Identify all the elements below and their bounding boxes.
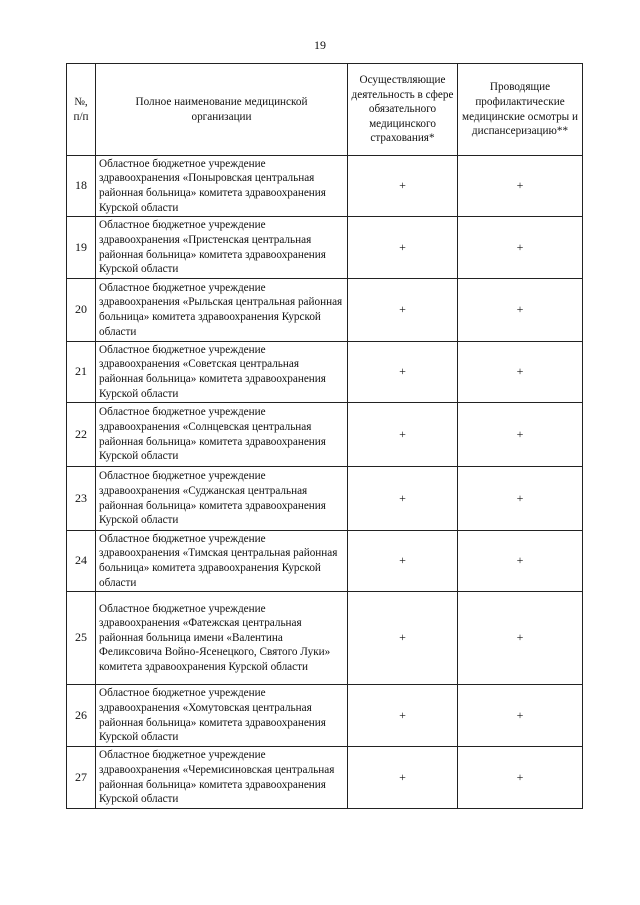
row-number: 18 [67, 156, 96, 217]
table-row [67, 747, 583, 809]
row-number: 23 [67, 467, 96, 531]
row-number: 21 [67, 342, 96, 403]
row-number: 26 [67, 685, 96, 747]
prophylactic-mark: + [458, 279, 583, 342]
prophylactic-mark: + [458, 592, 583, 685]
header-oms-activity: Осуществляющие деятельность в сфере обязательного медицинского страхования* [348, 64, 458, 156]
prophylactic-mark: + [458, 217, 583, 279]
header-organization-name: Полное наименование медицинской организации [96, 64, 348, 156]
header-prophylactic-exams: Проводящие профилактические медицинские осмотры и диспансеризацию** [458, 64, 583, 156]
organization-name: Областное бюджетное учреждение здравоохранения «Хомутовская центральная районная больница» комитета здравоохранения Курской области [96, 685, 348, 747]
table-row [67, 592, 583, 685]
prophylactic-mark: + [458, 747, 583, 809]
oms-mark: + [348, 747, 458, 809]
table-row [67, 156, 583, 217]
page-number: 19 [314, 38, 326, 52]
organization-name: Областное бюджетное учреждение здравоохранения «Тимская центральная районная больница» комитета здравоохранения Курской области [96, 531, 348, 592]
oms-mark: + [348, 403, 458, 467]
oms-mark: + [348, 685, 458, 747]
table-row [67, 685, 583, 747]
table-row [67, 467, 583, 531]
table-row [67, 279, 583, 342]
oms-mark: + [348, 592, 458, 685]
table-row [67, 217, 583, 279]
row-number: 25 [67, 592, 96, 685]
oms-mark: + [348, 342, 458, 403]
organization-name: Областное бюджетное учреждение здравоохранения «Советская центральная районная больница» комитета здравоохранения Курской области [96, 342, 348, 403]
organization-name: Областное бюджетное учреждение здравоохранения «Суджанская центральная районная больница» комитета здравоохранения Курской области [96, 467, 348, 531]
organization-name: Областное бюджетное учреждение здравоохранения «Рыльская центральная районная больница» комитета здравоохранения Курской области [96, 279, 348, 342]
row-number: 27 [67, 747, 96, 809]
organization-name: Областное бюджетное учреждение здравоохранения «Солнцевская центральная районная больница» комитета здравоохранения Курской области [96, 403, 348, 467]
prophylactic-mark: + [458, 685, 583, 747]
header-number: №, п/п [67, 64, 96, 156]
organization-name: Областное бюджетное учреждение здравоохранения «Поныровская центральная районная больница» комитета здравоохранения Курской области [96, 156, 348, 217]
oms-mark: + [348, 531, 458, 592]
row-number: 24 [67, 531, 96, 592]
row-number: 22 [67, 403, 96, 467]
prophylactic-mark: + [458, 467, 583, 531]
table-row [67, 531, 583, 592]
prophylactic-mark: + [458, 403, 583, 467]
organization-name: Областное бюджетное учреждение здравоохранения «Пристенская центральная районная больница» комитета здравоохранения Курской области [96, 217, 348, 279]
organization-name: Областное бюджетное учреждение здравоохранения «Фатежская центральная районная больница имени «Валентина Феликсовича Войно-Ясенецкого, Святого Луки» комитета здравоохранения Курской области [96, 592, 348, 685]
oms-mark: + [348, 467, 458, 531]
table-header-row [67, 64, 583, 156]
table-row [67, 342, 583, 403]
row-number: 20 [67, 279, 96, 342]
oms-mark: + [348, 156, 458, 217]
medical-organizations-table [66, 63, 583, 809]
organization-name: Областное бюджетное учреждение здравоохранения «Черемисиновская центральная районная больница» комитета здравоохранения Курской области [96, 747, 348, 809]
row-number: 19 [67, 217, 96, 279]
prophylactic-mark: + [458, 156, 583, 217]
oms-mark: + [348, 279, 458, 342]
oms-mark: + [348, 217, 458, 279]
prophylactic-mark: + [458, 531, 583, 592]
table-row [67, 403, 583, 467]
prophylactic-mark: + [458, 342, 583, 403]
